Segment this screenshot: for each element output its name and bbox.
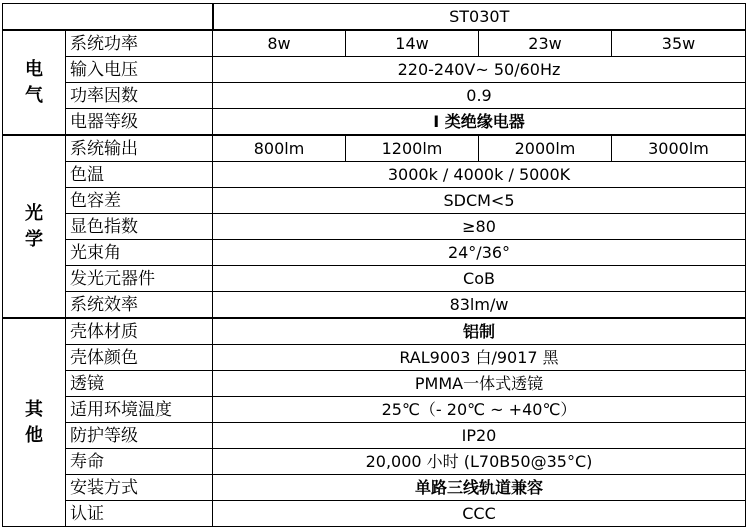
row-label: 寿命 [66,449,213,475]
value-cell: 2000lm [479,135,612,162]
table-row [3,135,746,162]
value-cell: PMMA一体式透镜 [213,371,746,397]
row-label: 显色指数 [66,214,213,240]
table-row [3,318,746,345]
row-label: 透镜 [66,371,213,397]
table-row [3,30,746,57]
row-label: 光束角 [66,240,213,266]
value-cell: I 类绝缘电器 [213,109,746,136]
value-cell: 3000lm [612,135,746,162]
row-label: 壳体颜色 [66,345,213,371]
row-label: 认证 [66,501,213,527]
value-cell: SDCM<5 [213,188,746,214]
model-name: ST030T [213,4,746,31]
value-cell: 单路三线轨道兼容 [213,475,746,501]
table-row [3,475,746,501]
header-row [3,4,746,31]
row-label: 色容差 [66,188,213,214]
value-cell: ≥80 [213,214,746,240]
spec-table [2,3,746,527]
table-row [3,371,746,397]
row-label: 输入电压 [66,57,213,83]
table-row [3,57,746,83]
category-other: 其 他 [3,318,66,527]
value-cell: 14w [346,30,479,57]
value-cell: CoB [213,266,746,292]
row-label: 系统功率 [66,30,213,57]
value-cell: 23w [479,30,612,57]
row-label: 功率因数 [66,83,213,109]
row-label: 壳体材质 [66,318,213,345]
value-cell: 24°/36° [213,240,746,266]
table-row [3,449,746,475]
value-cell: 800lm [213,135,346,162]
table-row [3,83,746,109]
value-cell: IP20 [213,423,746,449]
value-cell: 83lm/w [213,292,746,319]
row-label: 电器等级 [66,109,213,136]
row-label: 系统效率 [66,292,213,319]
table-row [3,109,746,136]
table-row [3,214,746,240]
row-label: 安装方式 [66,475,213,501]
table-row [3,188,746,214]
table-row [3,397,746,423]
table-row [3,345,746,371]
value-cell: 0.9 [213,83,746,109]
value-cell: 1200lm [346,135,479,162]
value-cell: 220-240V~ 50/60Hz [213,57,746,83]
table-row [3,240,746,266]
value-cell: 35w [612,30,746,57]
value-cell: 铝制 [213,318,746,345]
value-cell: RAL9003 白/9017 黑 [213,345,746,371]
row-label: 防护等级 [66,423,213,449]
row-label: 色温 [66,162,213,188]
value-cell: 20,000 小时 (L70B50@35°C) [213,449,746,475]
category-optical: 光 学 [3,135,66,318]
table-row [3,266,746,292]
category-electrical: 电 气 [3,30,66,135]
value-cell: CCC [213,501,746,527]
row-label: 系统输出 [66,135,213,162]
value-cell: 3000k / 4000k / 5000K [213,162,746,188]
value-cell: 8w [213,30,346,57]
table-row [3,501,746,527]
table-row [3,292,746,319]
table-row [3,162,746,188]
row-label: 发光元器件 [66,266,213,292]
header-blank-cell [3,4,213,31]
row-label: 适用环境温度 [66,397,213,423]
value-cell: 25℃（- 20℃ ~ +40℃） [213,397,746,423]
table-row [3,423,746,449]
